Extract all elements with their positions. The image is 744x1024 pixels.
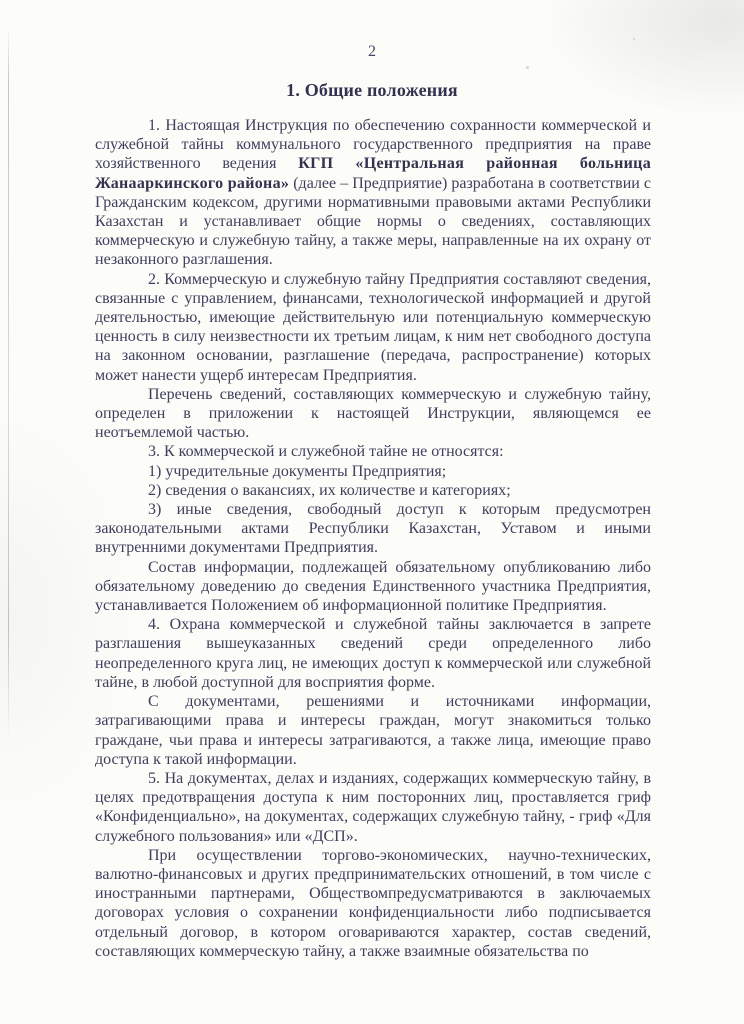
paragraph-7: С документами, решениями и источниками информации, затрагивающими права и интересы граждан, могут знакомиться только граждане, чьи права и интересы затрагиваются, а также лица, имеющие право доступа к такой информации. <box>95 693 651 768</box>
document-body <box>95 116 651 961</box>
list-item-1: 1) учредительные документы Предприятия; <box>148 462 447 480</box>
paragraph-9: При осуществлении торгово-экономических, научно-технических, валютно-финансовых и других предпринимательских отношений, в том числе с иностранными партнерами, Обществомпредусматриваются в заключаемых договорах условия о сохранении конфиденциальности либо подписывается отдельный договор, в котором оговариваются характер, состав сведений, составляющих коммерческую тайну, а также взаимные обязательства по <box>95 846 651 960</box>
list-item-3: 3) иные сведения, свободный доступ к которым предусмотрен законодательными актами Республики Казахстан, Уставом и иными внутренними документами Предприятия. <box>95 501 651 557</box>
paragraph-2: 2. Коммерческую и служебную тайну Предприятия составляют сведения, связанные с управлением, финансами, технологической информацией и другой деятельностью, имеющие действительную или потенциальную коммерческую ценность в силу неизвестности их третьим лицам, к ним нет свободного доступа на законном основании, разглашение (передача, распространение) которых может нанести ущерб интересам Предприятия. <box>95 270 651 384</box>
paragraph-1 <box>95 116 651 270</box>
scan-noise-dot <box>526 66 529 69</box>
paragraph-4: 3. К коммерческой и служебной тайне не относятся: <box>148 443 504 461</box>
paragraph-1-text: 1. Настоящая Инструкция по обеспечению сохранности коммерческой и служебной тайны коммунального государственного предприятия на праве хозяйственного ведения <box>95 117 651 173</box>
paragraph-1-text-continued: (далее – Предприятие) разработана в соответствии с Гражданским кодексом, другими нормативными правовыми актами Республики Казахстан и устанавливает общие нормы о сведениях, составляющих коммерческую и служебную тайну, а также меры, направленные на их охрану от незаконного разглашения. <box>95 174 652 269</box>
section-heading: 1. Общие положения <box>286 80 458 100</box>
paragraph-8: 5. На документах, делах и изданиях, содержащих коммерческую тайну, в целях предотвращения доступа к ним посторонних лиц, проставляется гриф «Конфиденциально», на документах, содержащих служебную тайну, - гриф «Для служебного пользования» или «ДСП». <box>95 769 651 845</box>
paragraph-6: 4. Охрана коммерческой и служебной тайны заключается в запрете разглашения вышеуказанных сведений среди определенного либо неопределенного круга лиц, не имеющих доступ к коммерческой или служебной тайне, в любой доступной для восприятия форме. <box>95 616 651 691</box>
list-item-2: 2) сведения о вакансиях, их количестве и категориях; <box>148 481 511 499</box>
paragraph-3: Перечень сведений, составляющих коммерческую и служебную тайну, определен в приложении к настоящей Инструкции, являющемся ее неотъемлемой частью. <box>95 385 651 442</box>
paragraph-5: Состав информации, подлежащей обязательному опубликованию либо обязательному доведению до сведения Единственного участника Предприятия, устанавливается Положением об информационной политике Предприятия. <box>95 558 651 615</box>
scan-edge-artifact <box>8 26 9 738</box>
scan-noise-dot <box>633 38 635 40</box>
enterprise-name-bold: КГП «Центральная районная больница Жанааркинского района» <box>95 155 651 192</box>
page-number: 2 <box>368 43 376 60</box>
